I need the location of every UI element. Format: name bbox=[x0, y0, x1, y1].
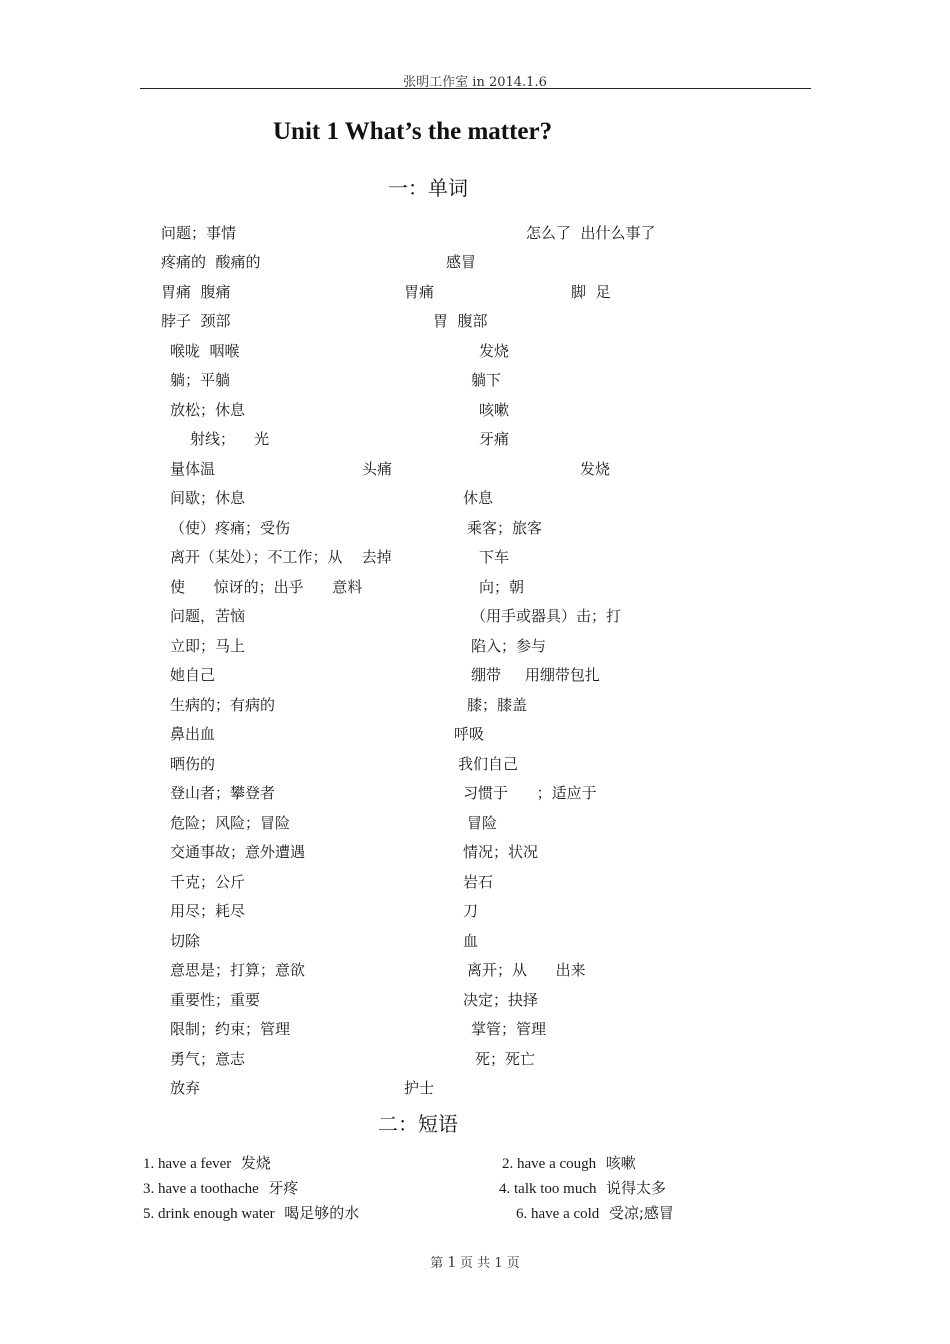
vocab-meaning: 怎么了 出什么事了 bbox=[526, 224, 656, 242]
vocab-meaning: 胃痛 bbox=[404, 283, 435, 301]
vocab-meaning: 习惯于 ；适应于 bbox=[463, 784, 597, 802]
page-footer bbox=[0, 1252, 950, 1272]
vocab-meaning: 喉咙 咽喉 bbox=[170, 342, 240, 360]
vocab-meaning: 鼻出血 bbox=[170, 725, 216, 743]
vocab-meaning: （用手或器具）击；打 bbox=[471, 607, 622, 625]
vocab-meaning: 意思是；打算；意欲 bbox=[170, 961, 306, 979]
phrase-item bbox=[502, 1153, 636, 1174]
vocab-meaning: 切除 bbox=[170, 932, 201, 950]
phrase-item bbox=[516, 1203, 674, 1224]
vocab-meaning: 千克；公斤 bbox=[170, 873, 246, 891]
vocab-meaning: 离开；从 出来 bbox=[467, 961, 586, 979]
vocab-meaning: 问题；事情 bbox=[161, 224, 237, 242]
vocab-meaning: 限制；约束；管理 bbox=[170, 1020, 291, 1038]
vocab-meaning: 交通事故；意外遭遇 bbox=[170, 843, 306, 861]
vocab-meaning: 血 bbox=[463, 932, 479, 950]
vocab-meaning: 危险；风险；冒险 bbox=[170, 814, 291, 832]
vocab-meaning: 陷入；参与 bbox=[471, 637, 547, 655]
vocab-meaning: 咳嗽 bbox=[479, 401, 510, 419]
vocab-meaning: 使 惊讶的；出乎 意料 bbox=[170, 578, 363, 596]
vocab-meaning: 绷带 用绷带包扎 bbox=[471, 666, 600, 684]
phrase-english: 2. have a cough bbox=[502, 1156, 597, 1172]
vocab-meaning: 用尽；耗尽 bbox=[170, 902, 246, 920]
vocab-meaning: 呼吸 bbox=[454, 725, 485, 743]
vocab-meaning: 感冒 bbox=[446, 253, 477, 271]
page-number: 1 bbox=[447, 1252, 456, 1271]
vocabulary-heading: 一：单词 bbox=[388, 176, 468, 200]
phrase-item bbox=[143, 1203, 359, 1224]
vocab-meaning: 问题，苦恼 bbox=[170, 607, 246, 625]
vocab-meaning: 胃 腹部 bbox=[433, 312, 488, 330]
vocab-meaning: 量体温 bbox=[170, 460, 216, 478]
phrase-chinese: 发烧 bbox=[240, 1154, 271, 1172]
phrases-heading: 二：短语 bbox=[378, 1112, 458, 1136]
phrase-english: 6. have a cold bbox=[516, 1206, 600, 1222]
vocab-meaning: 膝；膝盖 bbox=[467, 696, 528, 714]
phrase-english: 5. drink enough water bbox=[143, 1206, 275, 1222]
vocab-meaning: 立即；马上 bbox=[170, 637, 246, 655]
header-rule bbox=[140, 88, 811, 89]
vocab-meaning: 射线； 光 bbox=[190, 430, 270, 448]
page-title: Unit 1 What’s the matter? bbox=[273, 118, 553, 145]
phrase-english: 3. have a toothache bbox=[143, 1181, 259, 1197]
phrase-chinese: 牙疼 bbox=[268, 1179, 299, 1197]
phrase-english: 4. talk too much bbox=[499, 1181, 597, 1197]
vocab-meaning: 发烧 bbox=[479, 342, 510, 360]
vocab-meaning: 重要性；重要 bbox=[170, 991, 261, 1009]
phrase-chinese: 说得太多 bbox=[606, 1179, 667, 1197]
phrase-chinese: 咳嗽 bbox=[605, 1154, 636, 1172]
vocab-meaning: 疼痛的 酸痛的 bbox=[161, 253, 261, 271]
vocab-meaning: 掌管；管理 bbox=[471, 1020, 547, 1038]
vocab-meaning: 下车 bbox=[479, 548, 510, 566]
vocab-meaning: 牙痛 bbox=[479, 430, 510, 448]
page-header: 张明工作室 in 2014.1.6 bbox=[403, 75, 547, 90]
vocab-meaning: 休息 bbox=[463, 489, 494, 507]
vocab-meaning: 放弃 bbox=[170, 1079, 201, 1097]
vocab-meaning: 勇气；意志 bbox=[170, 1050, 246, 1068]
vocab-meaning: 登山者；攀登者 bbox=[170, 784, 276, 802]
phrase-chinese: 喝足够的水 bbox=[284, 1204, 360, 1222]
vocab-meaning: 我们自己 bbox=[458, 755, 519, 773]
vocab-meaning: 放松；休息 bbox=[170, 401, 246, 419]
vocab-meaning: 死；死亡 bbox=[475, 1050, 536, 1068]
vocab-meaning: 躺下 bbox=[471, 371, 502, 389]
vocab-meaning: 头痛 bbox=[362, 460, 393, 478]
phrase-item bbox=[499, 1178, 666, 1199]
vocab-meaning: 脖子 颈部 bbox=[161, 312, 231, 330]
footer-mid: 页 共 bbox=[460, 1256, 491, 1271]
vocab-meaning: 冒险 bbox=[467, 814, 498, 832]
vocab-meaning: 脚 足 bbox=[571, 283, 611, 301]
vocab-meaning: 她自己 bbox=[170, 666, 216, 684]
vocab-meaning: 向；朝 bbox=[479, 578, 525, 596]
phrase-item bbox=[143, 1153, 271, 1174]
phrase-chinese: 受凉;感冒 bbox=[608, 1204, 674, 1222]
vocab-meaning: 乘客；旅客 bbox=[467, 519, 543, 537]
footer-post: 页 bbox=[506, 1256, 520, 1271]
vocab-meaning: 岩石 bbox=[463, 873, 494, 891]
phrase-english: 1. have a fever bbox=[143, 1156, 232, 1172]
footer-pre: 第 bbox=[430, 1256, 444, 1271]
vocab-meaning: 情况；状况 bbox=[463, 843, 539, 861]
vocab-meaning: 躺；平躺 bbox=[170, 371, 231, 389]
vocab-meaning: 晒伤的 bbox=[170, 755, 216, 773]
vocab-meaning: 生病的；有病的 bbox=[170, 696, 276, 714]
vocab-meaning: 刀 bbox=[463, 902, 479, 920]
vocab-meaning: 离开（某处）；不工作；从 去掉 bbox=[170, 548, 392, 566]
vocab-meaning: 发烧 bbox=[580, 460, 611, 478]
vocab-meaning: 护士 bbox=[404, 1079, 435, 1097]
phrase-item bbox=[143, 1178, 298, 1199]
total-pages: 1 bbox=[494, 1256, 503, 1271]
vocab-meaning: 决定；抉择 bbox=[463, 991, 539, 1009]
vocab-meaning: 胃痛 腹痛 bbox=[161, 283, 231, 301]
vocab-meaning: 间歇；休息 bbox=[170, 489, 246, 507]
vocab-meaning: （使）疼痛；受伤 bbox=[170, 519, 291, 537]
